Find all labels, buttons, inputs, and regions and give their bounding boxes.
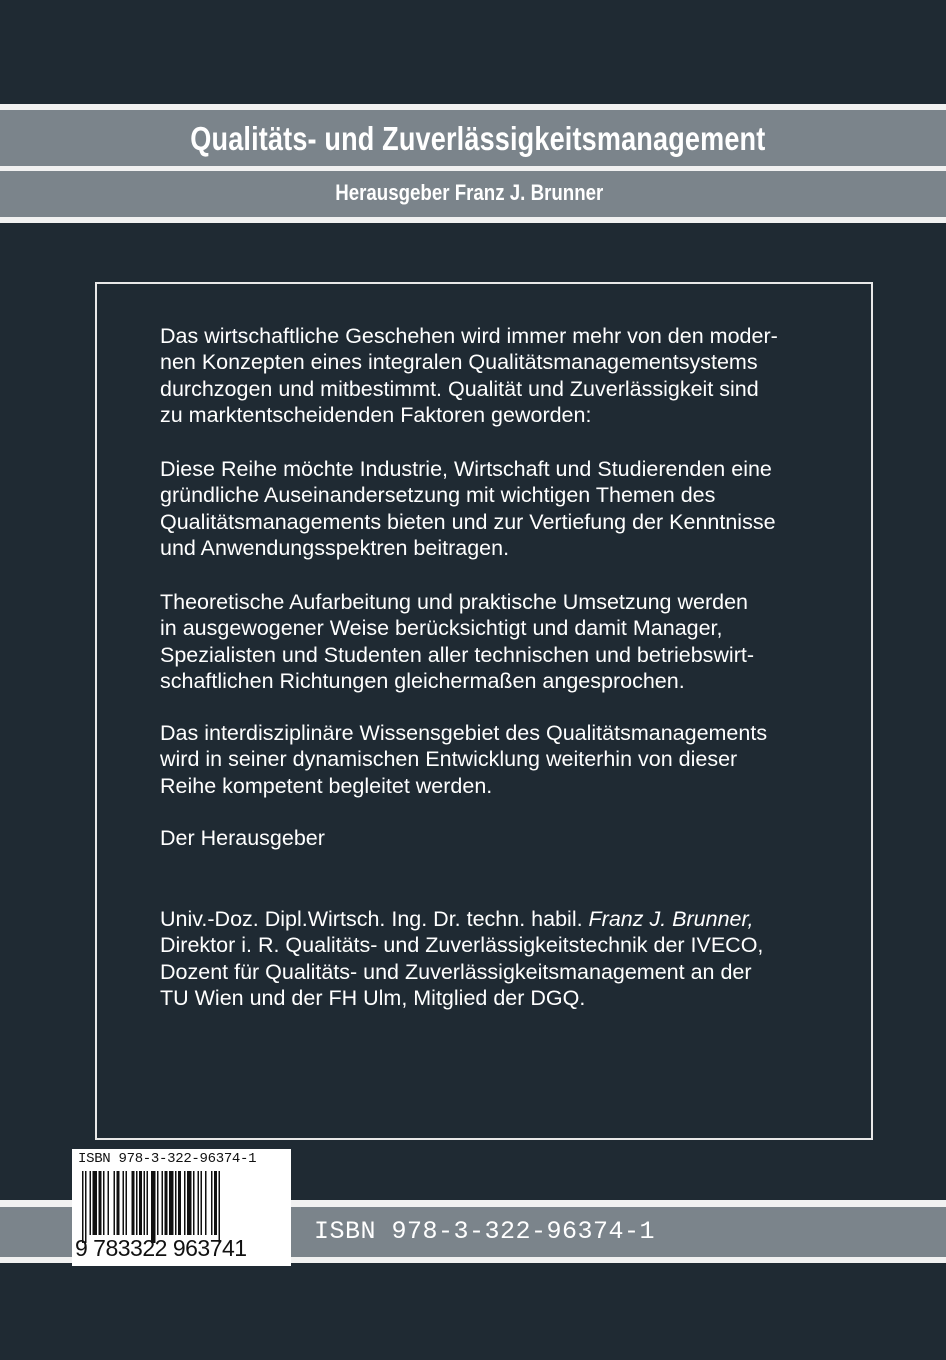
barcode-bar [187, 1171, 192, 1235]
credentials-first-line [160, 906, 850, 932]
barcode-bar [144, 1171, 146, 1235]
barcode-bar [205, 1171, 207, 1235]
barcode-bar [103, 1171, 105, 1235]
barcode-bar [126, 1171, 128, 1235]
credentials-line: Direktor i. R. Qualitäts- und Zuverlässigkeitstechnik der IVECO, [160, 933, 764, 958]
paragraph-4 [160, 720, 850, 799]
lower-white-stripe [0, 217, 946, 223]
paragraph-2 [160, 456, 850, 561]
barcode-bar [114, 1171, 116, 1235]
paragraph-line: wird in seiner dynamischen Entwicklung weiterhin von dieser [160, 747, 738, 772]
editor-line: Herausgeber Franz J. Brunner [335, 180, 604, 205]
barcode-bar [165, 1171, 168, 1235]
barcode-digits: 9 783322 963741 [75, 1235, 247, 1261]
barcode-bar [85, 1171, 87, 1243]
paragraph-line: durchzogen und mitbestimmt. Qualität und Zuverlässigkeit sind [160, 376, 759, 401]
isbn-band-text: ISBN 978-3-322-96374-1 [314, 1217, 656, 1246]
paragraph-line: Das wirtschaftliche Geschehen wird immer mehr von den moder- [160, 324, 778, 348]
barcode-bar [99, 1171, 102, 1235]
paragraph-line: Theoretische Aufarbeitung und praktische Umsetzung werden [160, 590, 749, 614]
barcode-bar [219, 1171, 221, 1243]
barcode-bar [108, 1171, 110, 1235]
paragraph-line: Diese Reihe möchte Industrie, Wirtschaft und Studierenden eine [160, 457, 772, 481]
barcode-bar [82, 1171, 84, 1243]
credentials [160, 906, 850, 1011]
paragraph-line: Reihe kompetent begleitet werden. [160, 773, 493, 798]
barcode-bar [136, 1171, 138, 1235]
barcode-bar [198, 1171, 200, 1235]
credentials-prefix: Univ.-Doz. Dipl.Wirtsch. Ing. Dr. techn. habil. [160, 907, 589, 931]
signature-text: Der Herausgeber [160, 826, 325, 850]
paragraph-1 [160, 323, 850, 428]
paragraph-line: schaftlichen Richtungen gleichermaßen angesprochen. [160, 668, 685, 693]
barcode-bar [175, 1171, 177, 1235]
barcode-bar [117, 1171, 120, 1235]
barcode-bar [169, 1171, 174, 1235]
barcode-bar [123, 1171, 125, 1235]
credentials-line: TU Wien und der FH Ulm, Mitglied der DGQ. [160, 985, 586, 1010]
barcode-bar [178, 1171, 181, 1235]
paragraph-3 [160, 589, 850, 694]
credentials-name: Franz J. Brunner, [588, 907, 754, 931]
barcode-bar [139, 1171, 142, 1235]
barcode-bar [93, 1171, 98, 1235]
barcode-isbn-text: ISBN 978-3-322-96374-1 [78, 1151, 257, 1167]
barcode-bar [201, 1171, 203, 1235]
barcode-bar [184, 1171, 186, 1235]
paragraph-line: zu marktentscheidenden Faktoren geworden: [160, 402, 592, 427]
series-title: Qualitäts- und Zuverlässigkeitsmanagement [190, 120, 766, 157]
paragraph-line: und Anwendungsspektren beitragen. [160, 535, 510, 560]
signature [160, 825, 850, 851]
barcode [72, 1149, 291, 1266]
barcode-bars [82, 1171, 282, 1243]
barcode-bar [147, 1171, 149, 1235]
barcode-bar [211, 1171, 213, 1235]
paragraph-line: Spezialisten und Studenten aller technischen und betriebswirt- [160, 642, 755, 667]
barcode-bar [151, 1171, 156, 1243]
paragraph-line: gründliche Auseinandersetzung mit wichtigen Themen des [160, 483, 716, 508]
barcode-bar [157, 1171, 159, 1235]
barcode-bar [162, 1171, 164, 1235]
barcode-bar [193, 1171, 195, 1235]
paragraph-line: Das interdisziplinäre Wissensgebiet des Qualitätsmanagements [160, 721, 768, 745]
paragraph-line: in ausgewogener Weise berücksichtigt und damit Manager, [160, 616, 723, 641]
paragraph-line: Qualitätsmanagements bieten und zur Vertiefung der Kenntnisse [160, 509, 776, 534]
barcode-bar [132, 1171, 135, 1235]
barcode-bar [214, 1171, 217, 1235]
barcode-bar [90, 1171, 92, 1235]
paragraph-line: nen Konzepten eines integralen Qualitätsmanagementsystems [160, 350, 758, 375]
credentials-line: Dozent für Qualitäts- und Zuverlässigkeitsmanagement an der [160, 959, 752, 984]
